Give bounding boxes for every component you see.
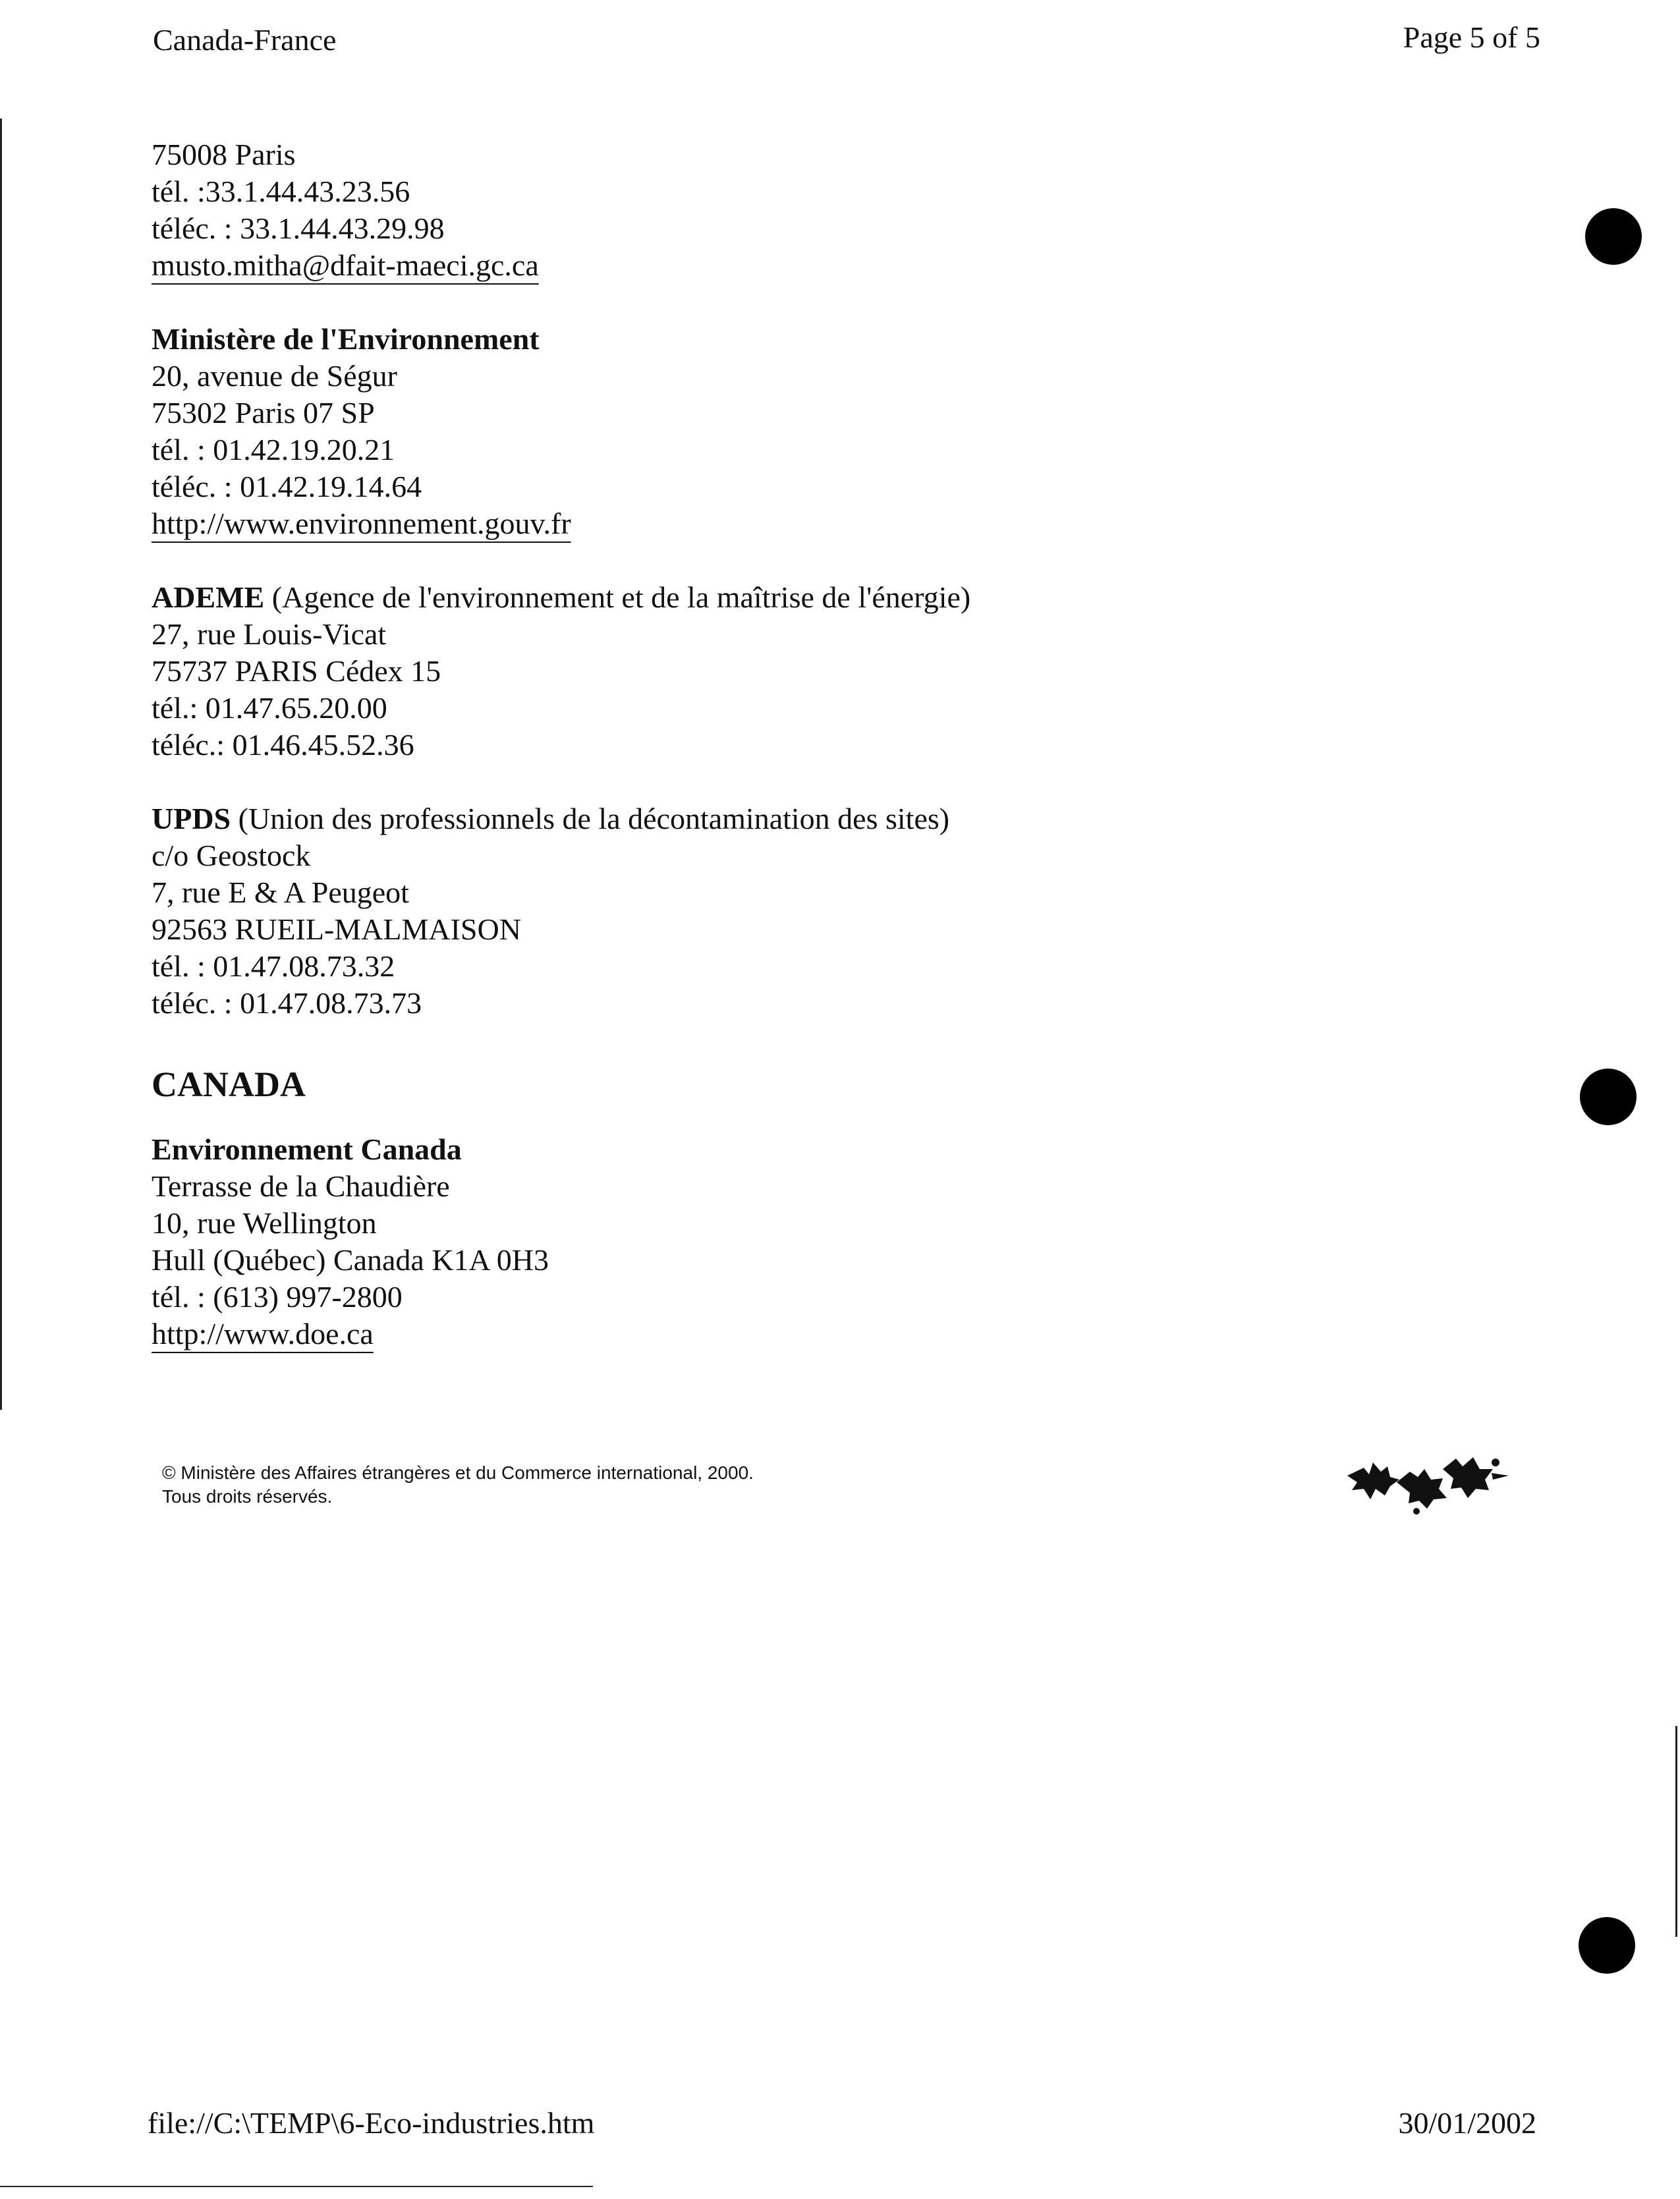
address-line: 27, rue Louis-Vicat	[152, 617, 387, 651]
binder-hole	[1579, 1917, 1635, 1974]
phone-line: tél. : 01.42.19.20.21	[152, 433, 395, 466]
address-line: c/o Geostock	[152, 839, 311, 872]
header-title: Canada-France	[153, 23, 337, 57]
footer-date: 30/01/2002	[1398, 2106, 1536, 2140]
contact-block-ademe	[152, 579, 1403, 764]
address-line: 75737 PARIS Cédex 15	[152, 654, 441, 688]
organization-name: Environnement Canada	[152, 1132, 462, 1166]
address-line: Hull (Québec) Canada K1A 0H3	[152, 1243, 549, 1277]
address-line: 75302 Paris 07 SP	[152, 396, 375, 430]
address-line: 92563 RUEIL-MALMAISON	[152, 912, 521, 946]
contact-block-ministere	[152, 321, 1403, 542]
contact-block-upds	[152, 800, 1403, 1022]
organization-description: (Union des professionnels de la décontamination des sites)	[231, 802, 950, 835]
phone-line: tél. : (613) 997-2800	[152, 1280, 403, 1314]
document-body	[152, 136, 1403, 1352]
phone-line: tél.: 01.47.65.20.00	[152, 691, 387, 725]
copyright-line: © Ministère des Affaires étrangères et du Commerce international, 2000.	[162, 1462, 754, 1483]
fax-line: téléc.: 01.46.45.52.36	[152, 728, 414, 762]
page-number: Page 5 of 5	[1403, 20, 1540, 54]
fax-line: téléc. : 01.42.19.14.64	[152, 470, 422, 503]
section-heading-canada: CANADA	[152, 1065, 306, 1104]
organization-description: (Agence de l'environnement et de la maîtrise de l'énergie)	[264, 580, 971, 614]
scan-edge	[1675, 1726, 1677, 1937]
organization-name: ADEME	[152, 580, 265, 614]
website-link[interactable]: http://www.doe.ca	[152, 1317, 374, 1350]
email-link[interactable]: musto.mitha@dfait-maeci.gc.ca	[152, 248, 539, 282]
address-line: 10, rue Wellington	[152, 1206, 377, 1240]
organization-name: UPDS	[152, 802, 231, 835]
rights-line: Tous droits réservés.	[162, 1486, 333, 1507]
phone-line: tél. :33.1.44.43.23.56	[152, 175, 410, 208]
scan-edge	[0, 119, 2, 1410]
binder-hole	[1585, 208, 1642, 265]
organization-name: Ministère de l'Environnement	[152, 322, 540, 356]
contact-block-embassy	[152, 136, 1403, 284]
website-link[interactable]: http://www.environnement.gouv.fr	[152, 507, 571, 540]
footer-file-path: file://C:\TEMP\6-Eco-industries.htm	[148, 2106, 595, 2140]
address-line: 75008 Paris	[152, 138, 296, 171]
contact-block-environnement-canada	[152, 1131, 1403, 1352]
address-line: Terrasse de la Chaudière	[152, 1169, 450, 1203]
address-line: 7, rue E & A Peugeot	[152, 876, 409, 909]
copyright-notice	[162, 1461, 754, 1509]
scan-edge	[0, 2186, 593, 2187]
maple-leaf-stamp-icon	[1344, 1443, 1515, 1515]
phone-line: tél. : 01.47.08.73.32	[152, 949, 395, 983]
fax-line: téléc. : 01.47.08.73.73	[152, 986, 422, 1020]
binder-hole	[1580, 1069, 1637, 1125]
fax-line: téléc. : 33.1.44.43.29.98	[152, 211, 445, 245]
address-line: 20, avenue de Ségur	[152, 359, 397, 393]
